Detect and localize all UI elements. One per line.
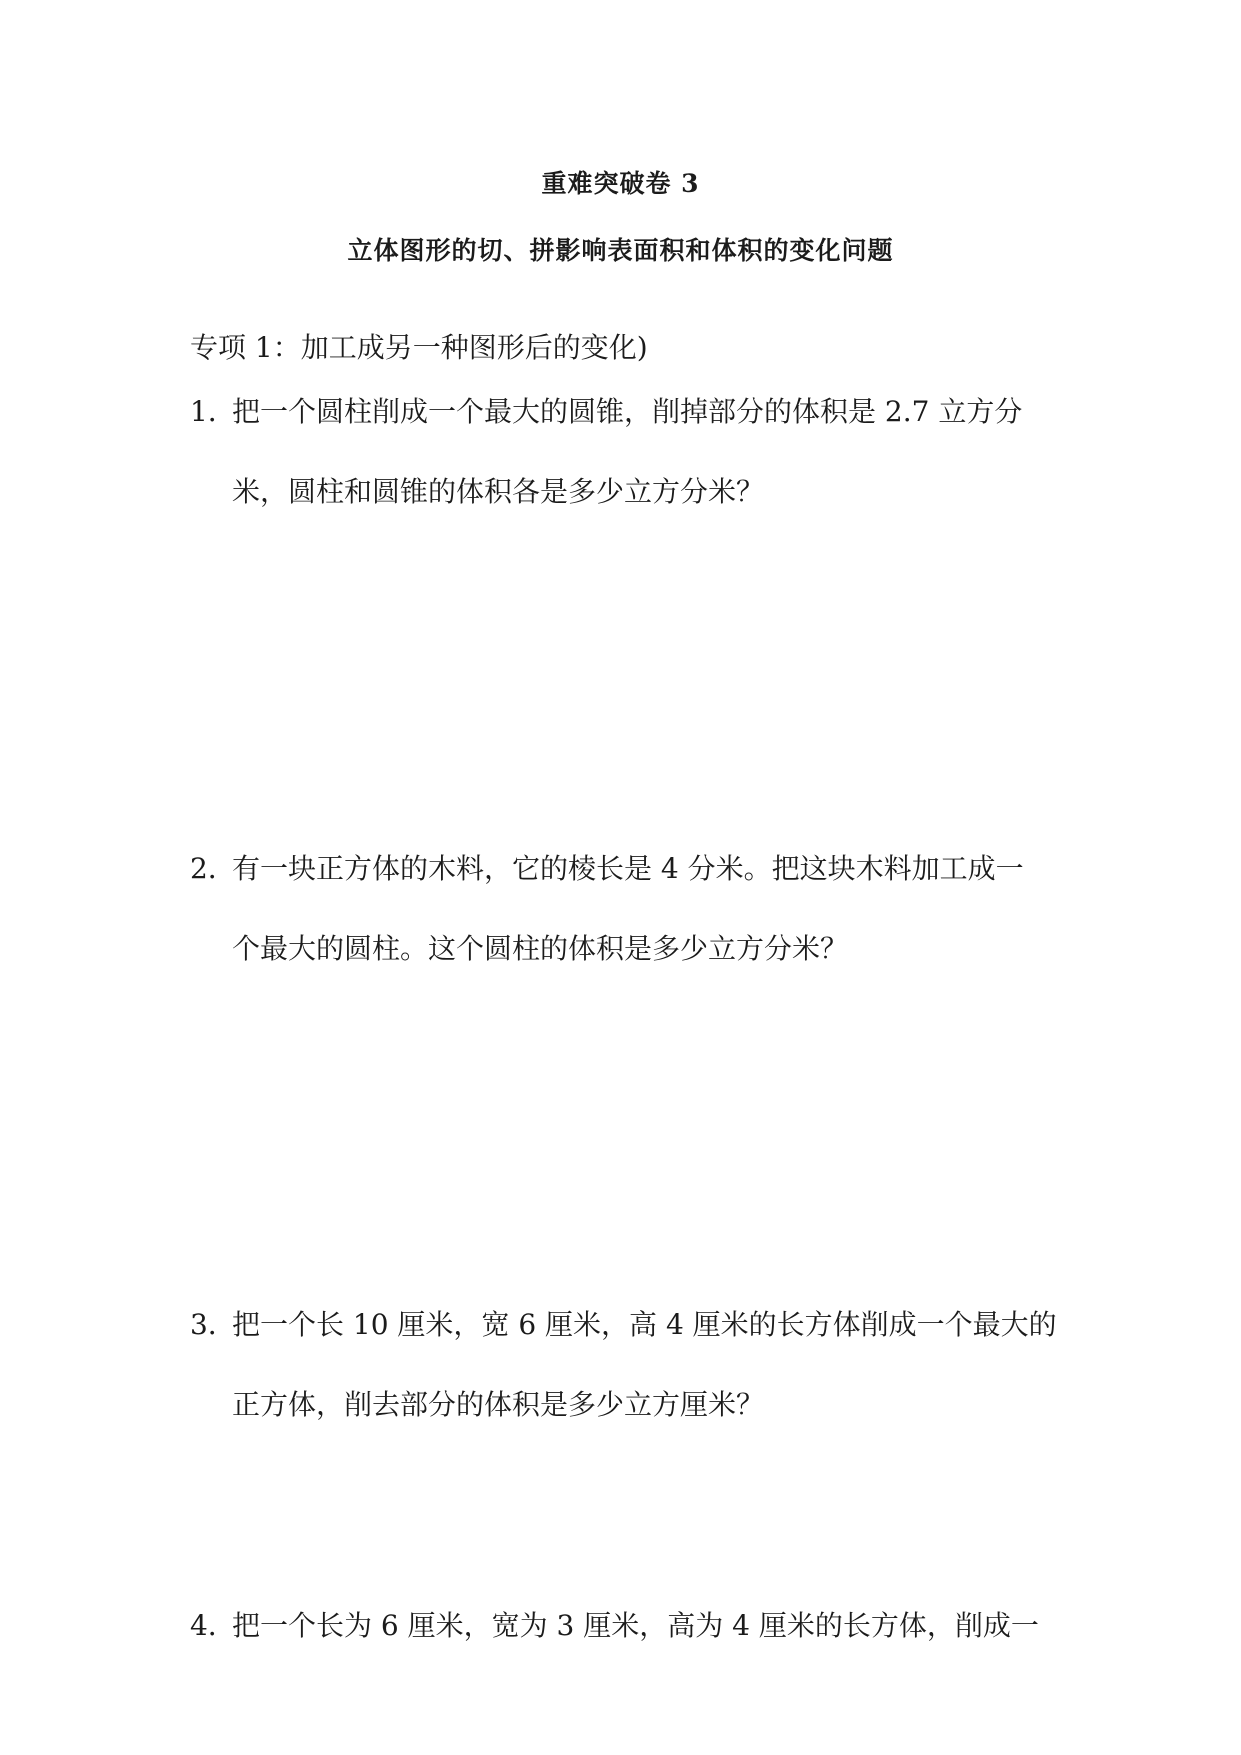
question-3-line-1 xyxy=(190,1305,1070,1345)
question-2-line-2: 个最大的圆柱。这个圆柱的体积是多少立方分米？ xyxy=(232,932,849,965)
question-text: 有一块正方体的木料，它的棱长是 4 分米。把这块木料加工成一 xyxy=(232,852,1024,885)
question-number: 4． xyxy=(190,1609,236,1642)
question-number: 2． xyxy=(190,852,236,885)
question-2 xyxy=(190,849,1070,1009)
page-title: 重难突破卷 3 xyxy=(541,169,700,198)
question-3 xyxy=(190,1305,1070,1465)
question-4-line-1 xyxy=(190,1606,1070,1646)
question-1 xyxy=(190,392,1070,552)
question-number: 1． xyxy=(190,395,236,428)
page-subtitle: 立体图形的切、拼影响表面积和体积的变化问题 xyxy=(347,236,894,265)
question-1-line-2: 米，圆柱和圆锥的体积各是多少立方分米？ xyxy=(232,475,765,508)
question-4 xyxy=(190,1606,1070,1686)
question-text: 把一个长为 6 厘米，宽为 3 厘米，高为 4 厘米的长方体，削成一 xyxy=(232,1609,1039,1642)
question-3-line-2: 正方体，削去部分的体积是多少立方厘米？ xyxy=(232,1388,765,1421)
section-heading: 专项 1：加工成另一种图形后的变化) xyxy=(190,331,648,364)
question-number: 3． xyxy=(190,1308,236,1341)
question-text: 把一个圆柱削成一个最大的圆锥，削掉部分的体积是 2.7 立方分 xyxy=(232,395,1023,428)
question-2-line-1 xyxy=(190,849,1070,889)
question-text: 把一个长 10 厘米，宽 6 厘米，高 4 厘米的长方体削成一个最大的 xyxy=(232,1308,1057,1341)
question-1-line-1 xyxy=(190,392,1070,432)
